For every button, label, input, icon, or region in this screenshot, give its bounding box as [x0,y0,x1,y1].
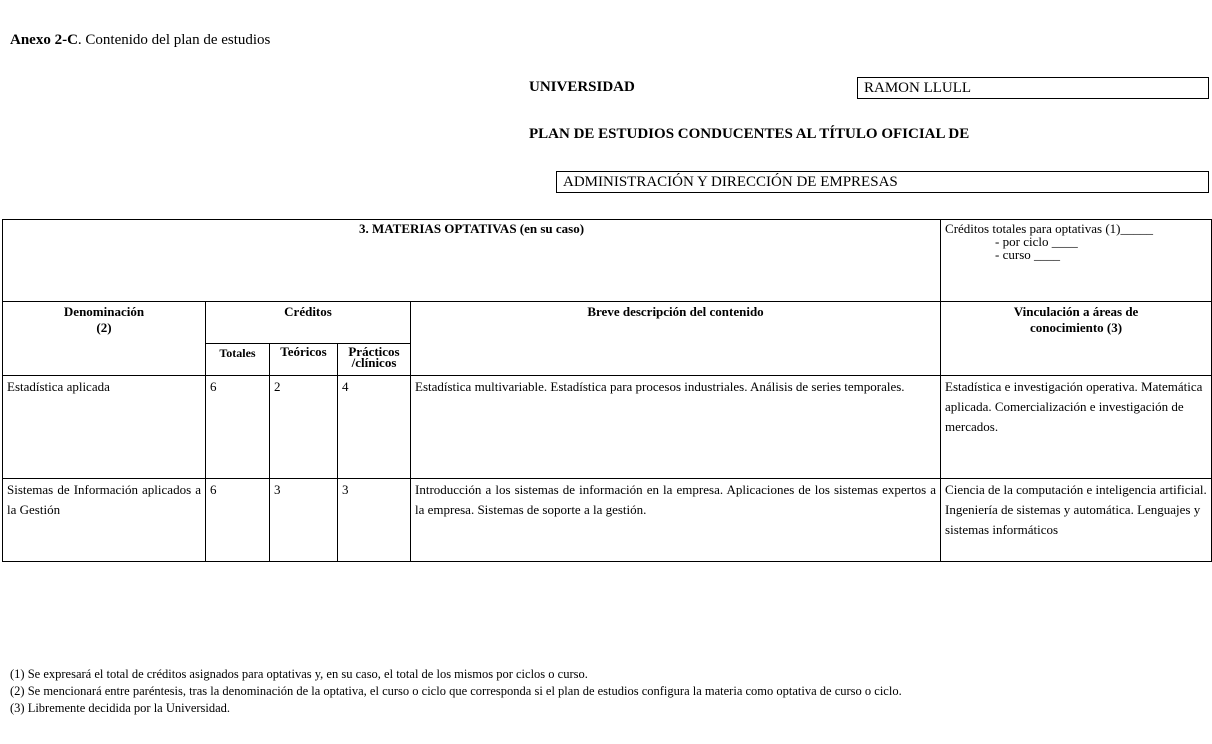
col-denominacion [3,302,206,376]
table-row [3,479,1212,562]
table-row [3,376,1212,479]
plan-title: PLAN DE ESTUDIOS CONDUCENTES AL TÍTULO OFICIAL DE [529,126,970,142]
cell-practicos: 3 [338,479,411,562]
footnote-1: (1) Se expresará el total de créditos asignados para optativas y, en su caso, el total de los mismos por ciclos o curso. [10,667,588,681]
cell-teoricos: 2 [270,376,338,479]
cell-totales: 6 [206,376,270,479]
col-practicos [338,344,411,376]
col-teoricos: Teóricos [270,344,338,376]
annex-heading [10,32,270,49]
annex-description: . Contenido del plan de estudios [77,32,271,48]
annex-label: Anexo 2-C [10,32,78,48]
footnotes [10,666,1208,717]
optional-subjects-table [2,219,1212,562]
footnote-3: (3) Libremente decidida por la Universidad. [10,701,231,715]
cell-vinculacion: Ciencia de la computación e inteligencia artificial. Ingeniería de sistemas y automática. Lenguajes y sistemas informáticos [941,479,1212,562]
col-practicos-line2: /clínicos [351,355,397,370]
cell-descripcion: Introducción a los sistemas de información en la empresa. Aplicaciones de los sistemas expertos a la empresa. Sistemas de soporte a la gestión. [411,479,941,562]
credits-total-line: Créditos totales para optativas (1)_____ [945,221,1153,236]
cell-denominacion: Estadística aplicada [3,376,206,479]
col-vinculacion [941,302,1212,376]
col-vinculacion-line1: Vinculación a áreas de [1013,304,1139,319]
cell-descripcion: Estadística multivariable. Estadística para procesos industriales. Análisis de series temporales. [411,376,941,479]
col-denominacion-note: (2) [96,320,112,335]
degree-title-field: ADMINISTRACIÓN Y DIRECCIÓN DE EMPRESAS [556,171,1209,193]
credits-curso-line: - curso ____ [995,247,1061,262]
cell-vinculacion: Estadística e investigación operativa. Matemática aplicada. Comercialización e investigación de mercados. [941,376,1212,479]
footnote-2: (2) Se mencionará entre paréntesis, tras la denominación de la optativa, el curso o ciclo que corresponda si el plan de estudios configura la materia como optativa de curso o ciclo. [10,684,902,698]
university-field: RAMON LLULL [857,77,1209,99]
cell-teoricos: 3 [270,479,338,562]
cell-practicos: 4 [338,376,411,479]
col-practicos-line1: Prácticos [348,344,400,359]
col-descripcion: Breve descripción del contenido [411,302,941,376]
cell-totales: 6 [206,479,270,562]
col-denominacion-label: Denominación [63,304,145,319]
col-totales: Totales [206,344,270,376]
col-vinculacion-line2: conocimiento (3) [1030,320,1123,335]
credits-ciclo-line: - por ciclo ____ [995,234,1078,249]
section-title: 3. MATERIAS OPTATIVAS (en su caso) [3,220,941,302]
cell-denominacion: Sistemas de Información aplicados a la Gestión [3,479,206,562]
col-creditos: Créditos [206,302,411,344]
university-label: UNIVERSIDAD [529,79,635,95]
credits-summary [941,220,1212,302]
